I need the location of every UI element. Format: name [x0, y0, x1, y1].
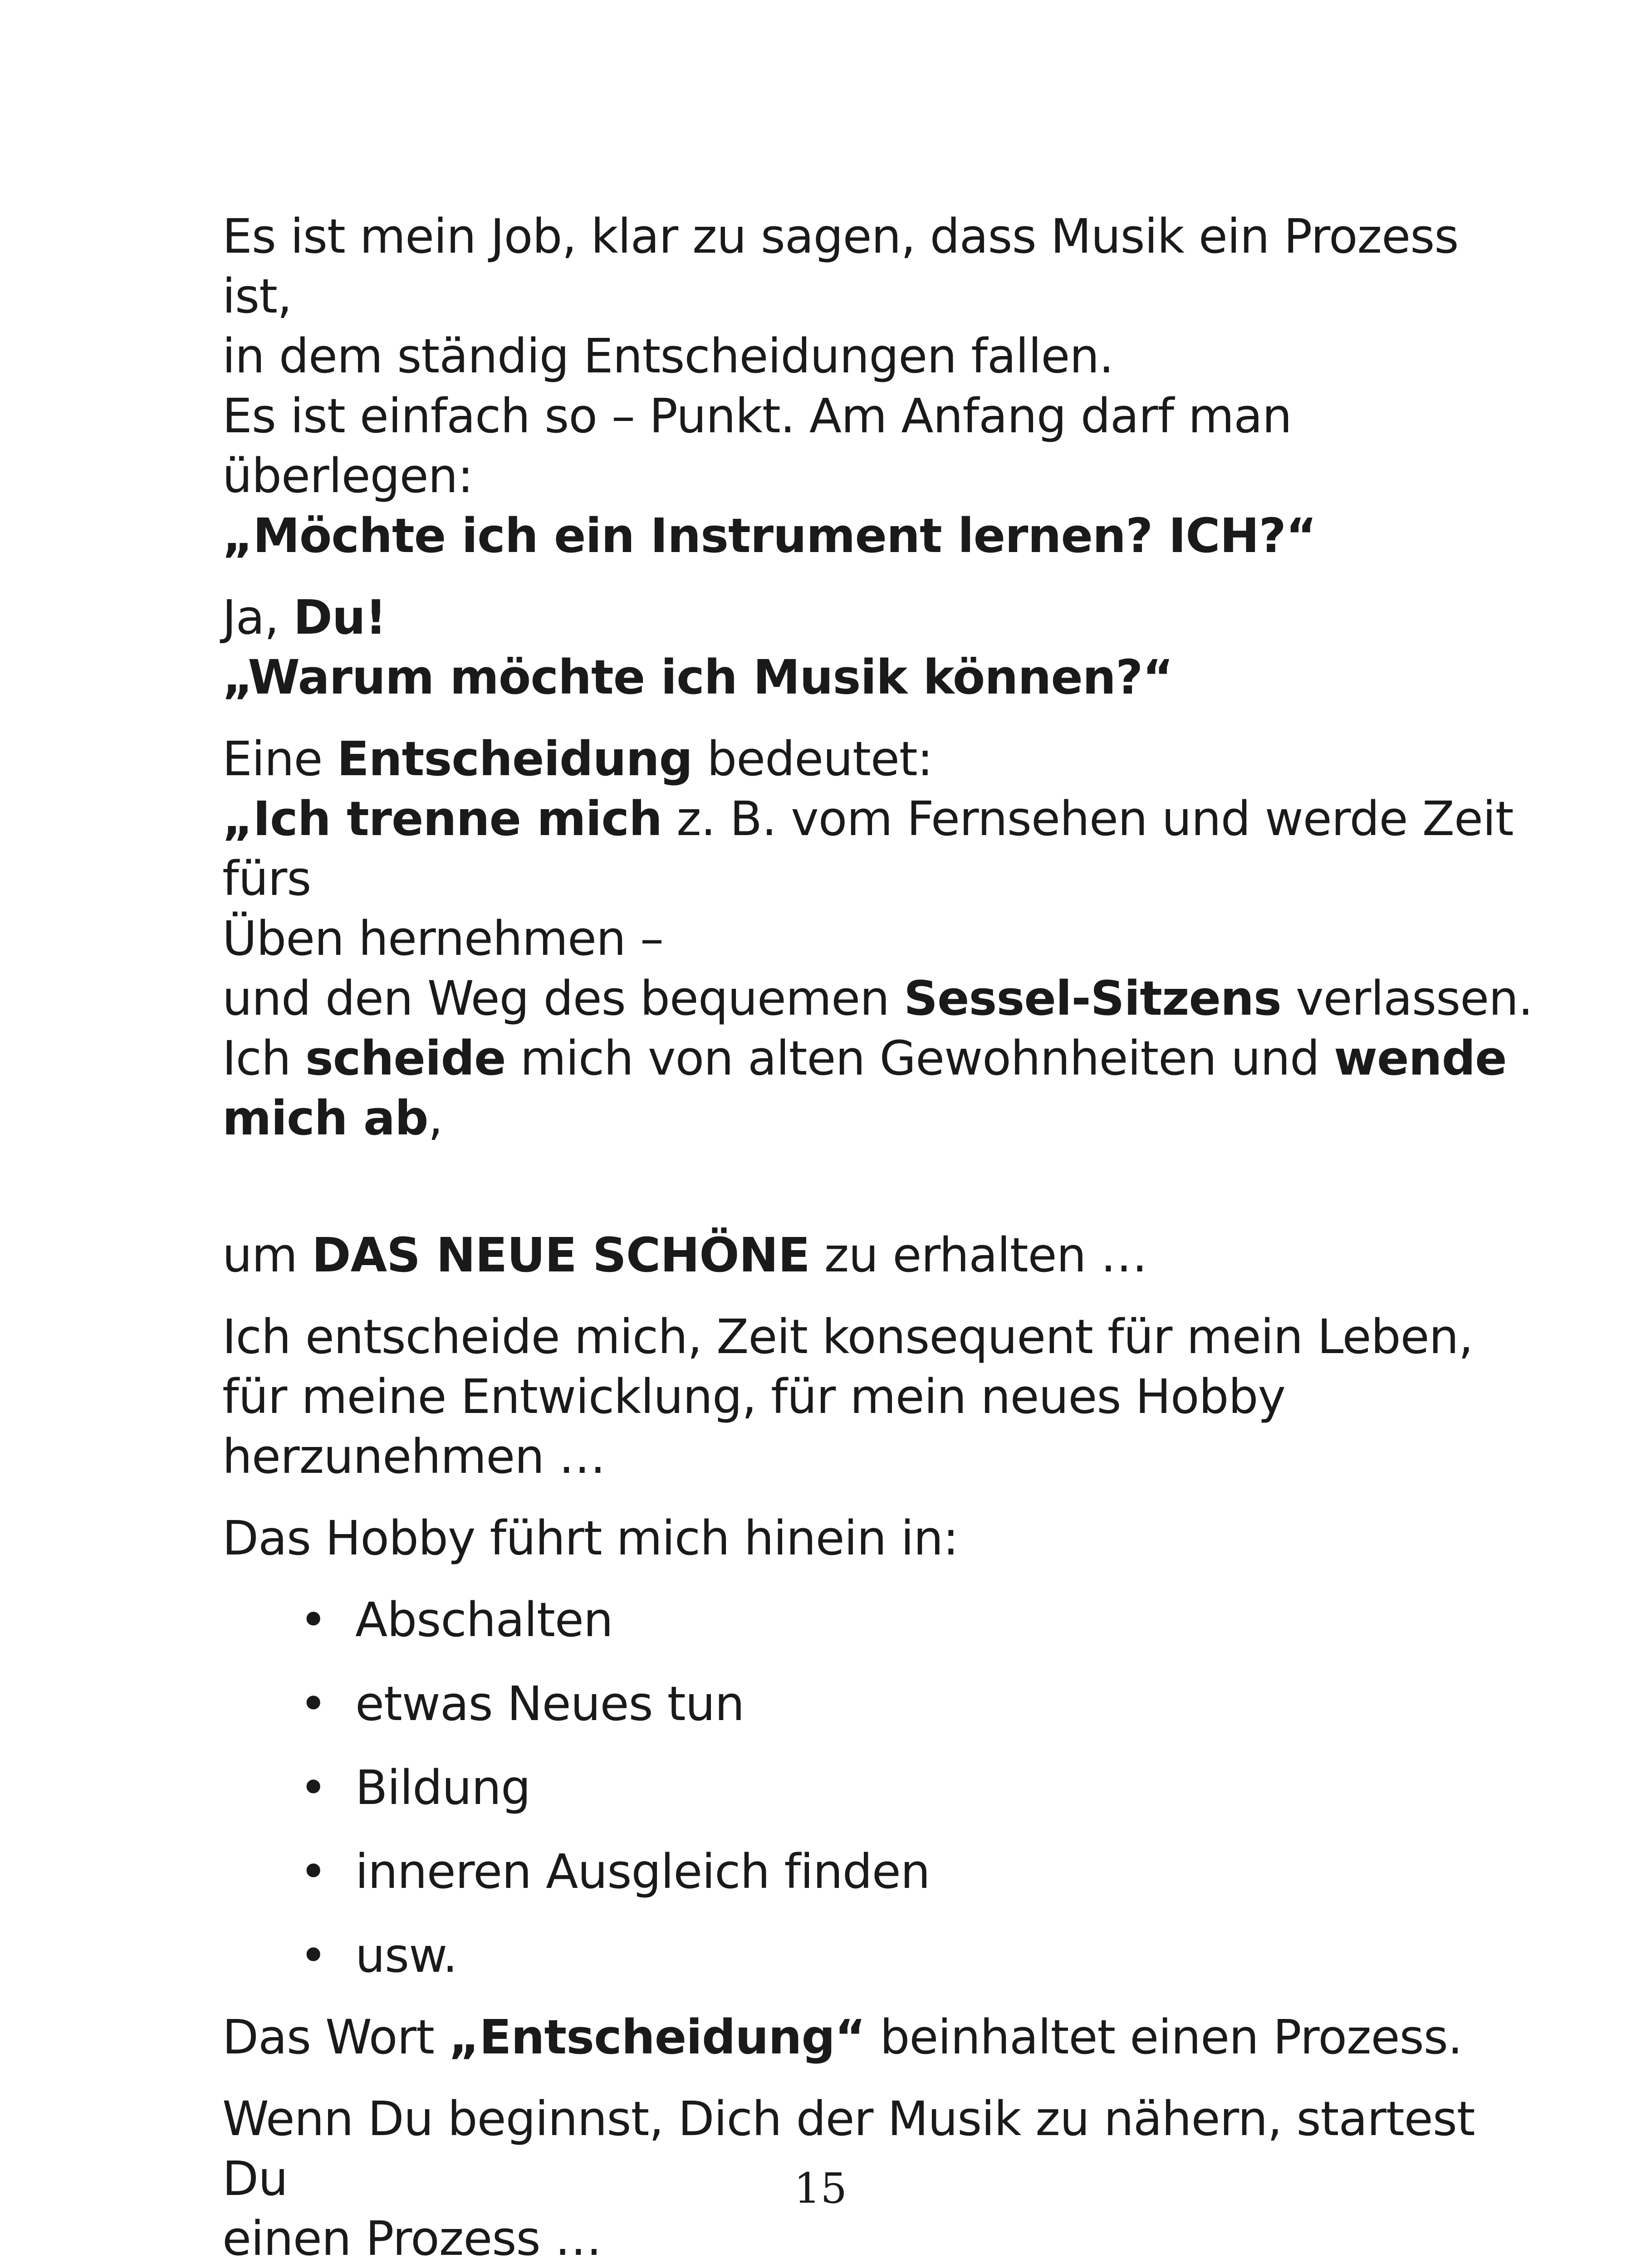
- bullet-icon: •: [299, 1928, 327, 1983]
- paragraph-zeit: Ich entscheide mich, Zeit konsequent für mein Leben, für meine Entwicklung, für mein neues Hobby herzunehmen …: [222, 1309, 1473, 1484]
- paragraph-neue-schoene: um DAS NEUE SCHÖNE zu erhalten …: [222, 1227, 1147, 1283]
- list-item: • Bildung: [222, 1758, 1538, 1818]
- bullet-icon: •: [299, 1844, 327, 1899]
- bullet-icon: •: [299, 1592, 327, 1647]
- bullet-icon: •: [299, 1676, 327, 1731]
- bullet-list: [222, 1590, 1538, 1985]
- bullet-icon: •: [299, 1760, 327, 1815]
- paragraph-prozess: Wenn Du beginnst, Dich der Musik zu nähern, startest Du einen Prozess …: [222, 2091, 1475, 2266]
- list-item: • usw.: [222, 1926, 1538, 1985]
- paragraph-ja-du: Ja, Du! „Warum möchte ich Musik können?“: [222, 590, 1173, 705]
- list-item: • inneren Ausgleich finden: [222, 1842, 1538, 1901]
- body-text: [222, 206, 1538, 2268]
- list-item: • etwas Neues tun: [222, 1674, 1538, 1734]
- paragraph-intro: Es ist mein Job, klar zu sagen, dass Musik ein Prozess ist, in dem ständig Entscheidungen fallen. Es ist einfach so – Punkt. Am Anfang darf man überlegen: „Möchte ich ein Instrument lernen? ICH?“: [222, 209, 1459, 563]
- paragraph-wort: Das Wort „Entscheidung“ beinhaltet einen Prozess.: [222, 2009, 1463, 2065]
- page-number: 15: [794, 2164, 847, 2213]
- list-item: • Abschalten: [222, 1590, 1538, 1650]
- paragraph-hobby: Das Hobby führt mich hinein in:: [222, 1510, 959, 1566]
- paragraph-entscheidung: Eine Entscheidung bedeutet: „Ich trenne mich z. B. vom Fernsehen und werde Zeit fürs Üben hernehmen – und den Weg des bequemen Sessel-Sitzens verlassen. Ich scheide mich von alten Gewohnheiten und wende mich ab,: [222, 731, 1533, 1146]
